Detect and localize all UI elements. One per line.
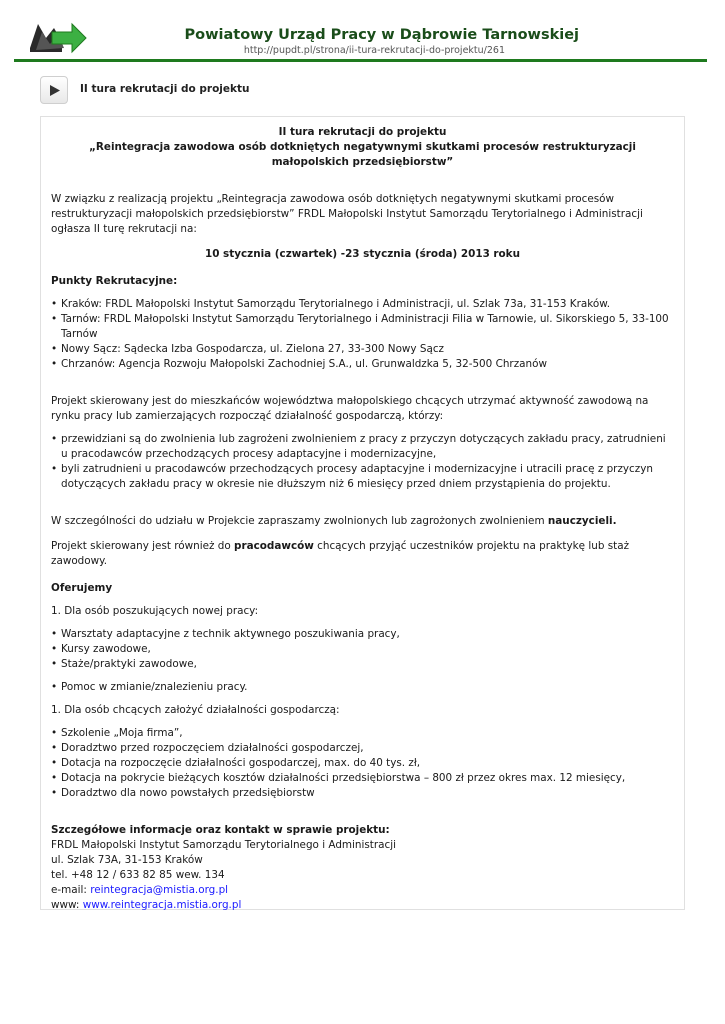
www-label: www: bbox=[51, 899, 83, 911]
contact-phone: tel. +48 12 / 633 82 85 wew. 134 bbox=[51, 869, 225, 881]
list-item: • Kraków: FRDL Małopolski Instytut Samorządu Terytorialnego i Administracji, ul. Szlak 73a, 31-153 Kraków. bbox=[61, 297, 674, 312]
target-list bbox=[51, 432, 674, 492]
site-header bbox=[14, 18, 709, 62]
list-item: • przewidziani są do zwolnienia lub zagrożeni zwolnieniem z pracy z przyczyn dotyczących zakładu pracy, zatrudnieni u pracodawców przechodzących procesy adaptacyjne i modernizacyjne, bbox=[61, 432, 674, 462]
email-link[interactable]: reintegracja@mistia.org.pl bbox=[90, 884, 229, 896]
employers-post: chcących przyjąć uczestników projektu na praktykę lub staż zawodowy. bbox=[51, 540, 630, 567]
employers-bold: pracodawców bbox=[234, 540, 314, 552]
intro-text: W związku z realizacją projektu „Reintegracja zawodowa osób dotkniętych negatywnymi skutkami procesów restrukturyzacji małopolskich przedsiębiorstw” FRDL Małopolski Instytut Samorządu Terytorialnego i Administracji ogłasza II turę rekrutacji na: bbox=[51, 193, 643, 235]
teachers-text bbox=[51, 514, 674, 529]
group2-list bbox=[51, 726, 674, 801]
list-item: • byli zatrudnieni u pracodawców przechodzących procesy adaptacyjne i modernizacyjne i utracili pracę z przyczyn dotyczących zakładu pracy w okresie nie dłuższym niż 6 miesięcy przed dniem przystąpienia do projektu. bbox=[61, 462, 674, 492]
employers-pre: Projekt skierowany jest również do bbox=[51, 540, 235, 552]
contact-www bbox=[51, 898, 674, 913]
contact-address: ul. Szlak 73A, 31-153 Kraków bbox=[51, 854, 203, 866]
list-item: • Staże/praktyki zawodowe, bbox=[61, 657, 674, 672]
group2-title: 1. Dla osób chcących założyć działalności gospodarczą: bbox=[51, 704, 340, 716]
www-link[interactable]: www.reintegracja.mistia.org.pl bbox=[82, 899, 242, 911]
arrow-button[interactable] bbox=[40, 76, 68, 104]
offer-heading: Oferujemy bbox=[51, 582, 113, 594]
group1-title: 1. Dla osób poszukujących nowej pracy: bbox=[51, 605, 259, 617]
list-item: • Doradztwo przed rozpoczęciem działalności gospodarczej, bbox=[61, 741, 674, 756]
list-item: • Pomoc w zmianie/znalezieniu pracy. bbox=[61, 680, 674, 695]
article-heading-1: II tura rekrutacji do projektu bbox=[278, 126, 447, 138]
article-heading-2: „Reintegracja zawodowa osób dotkniętych negatywnymi skutkami procesów restrukturyzacji małopolskich przedsiębiorstw” bbox=[89, 141, 636, 168]
employers-text bbox=[51, 539, 674, 569]
list-item: • Dotacja na pokrycie bieżących kosztów działalności przedsiębiorstwa – 800 zł przez okres max. 12 miesięcy, bbox=[61, 771, 674, 786]
list-item: • Doradztwo dla nowo powstałych przedsiębiorstw bbox=[61, 786, 674, 801]
contact-heading: Szczegółowe informacje oraz kontakt w sprawie projektu: bbox=[51, 824, 390, 836]
page-title: II tura rekrutacji do projektu bbox=[80, 83, 250, 95]
logo-icon[interactable] bbox=[28, 18, 88, 56]
site-url: http://pupdt.pl/strona/ii-tura-rekrutacji-do-projektu/261 bbox=[243, 45, 505, 56]
list-item: • Tarnów: FRDL Małopolski Instytut Samorządu Terytorialnego i Administracji Filia w Tarnowie, ul. Sikorskiego 5, 33-100 Tarnów bbox=[61, 312, 674, 342]
list-item: • Szkolenie „Moja firma”, bbox=[61, 726, 674, 741]
list-item: • Dotacja na rozpoczęcie działalności gospodarczej, max. do 40 tys. zł, bbox=[61, 756, 674, 771]
group1-extra-list bbox=[51, 680, 674, 695]
list-item: • Warsztaty adaptacyjne z technik aktywnego poszukiwania pracy, bbox=[61, 627, 674, 642]
list-item: • Nowy Sącz: Sądecka Izba Gospodarcza, ul. Zielona 27, 33-300 Nowy Sącz bbox=[61, 342, 674, 357]
teachers-bold: nauczycieli. bbox=[547, 515, 617, 527]
group1-list bbox=[51, 627, 674, 672]
teachers-text-plain: W szczególności do udziału w Projekcie zapraszamy zwolnionych lub zagrożonych zwolnieniem bbox=[51, 515, 548, 527]
play-arrow-icon bbox=[49, 84, 61, 97]
header-divider bbox=[14, 59, 707, 62]
points-heading: Punkty Rekrutacyjne: bbox=[51, 275, 178, 287]
email-label: e-mail: bbox=[51, 884, 91, 896]
article-content bbox=[40, 116, 685, 910]
target-text: Projekt skierowany jest do mieszkańców województwa małopolskiego chcących utrzymać aktywność zawodową na rynku pracy lub zamierzających rozpocząć działalność gospodarczą, którzy: bbox=[51, 395, 649, 422]
points-list bbox=[51, 297, 674, 372]
list-item: • Kursy zawodowe, bbox=[61, 642, 674, 657]
site-title[interactable]: Powiatowy Urząd Pracy w Dąbrowie Tarnowskiej bbox=[184, 27, 579, 43]
list-item: • Chrzanów: Agencja Rozwoju Małopolski Zachodniej S.A., ul. Grunwaldzka 5, 32-500 Chrzanów bbox=[61, 357, 674, 372]
contact-org: FRDL Małopolski Instytut Samorządu Terytorialnego i Administracji bbox=[51, 839, 397, 851]
recruitment-dates: 10 stycznia (czwartek) -23 stycznia (środa) 2013 roku bbox=[204, 248, 520, 260]
contact-email bbox=[51, 883, 674, 898]
